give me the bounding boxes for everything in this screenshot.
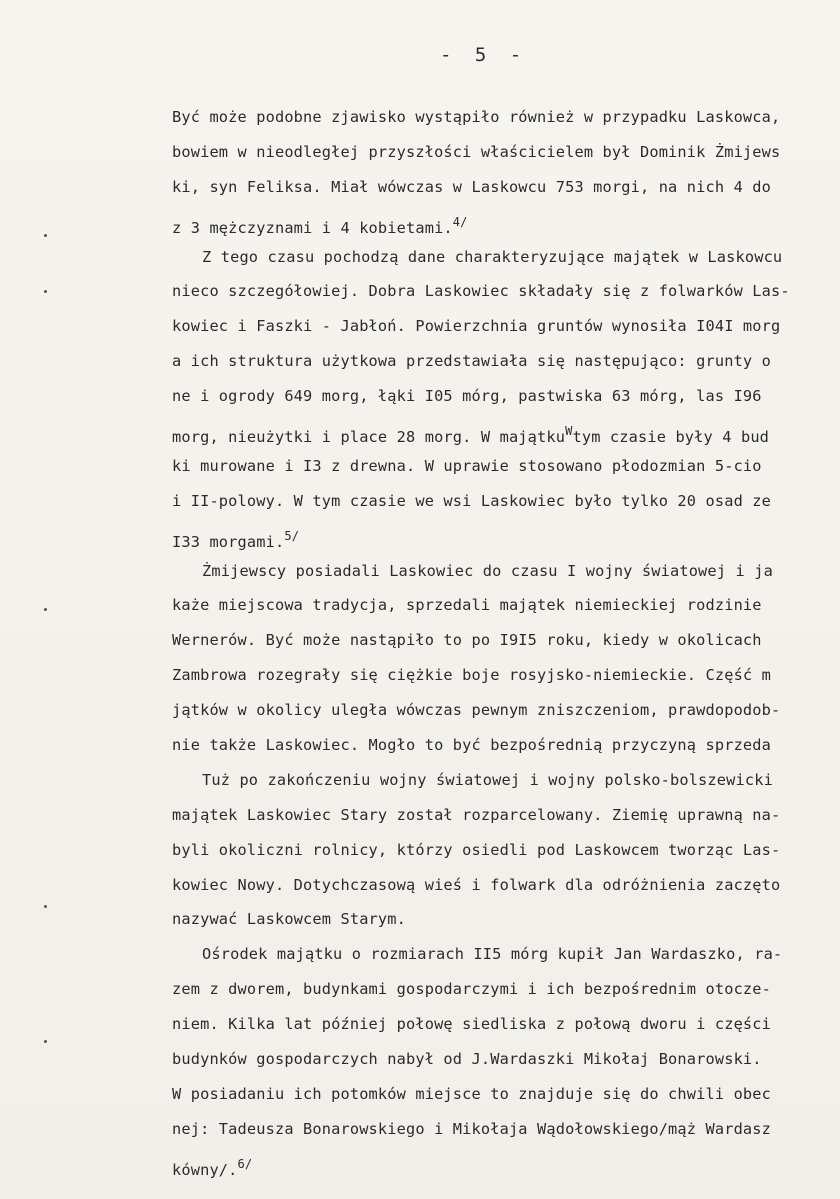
footnote-ref-4: 4/ xyxy=(452,214,468,229)
text-line-28: budynków gospodarczych nabył od J.Wardaszki Mikołaj Bonarowski. xyxy=(172,1050,762,1069)
inserted-letter-w: W xyxy=(565,424,573,439)
footnote-ref-5: 5/ xyxy=(284,528,300,543)
margin-dot-3 xyxy=(44,608,47,611)
text-line-19: nie także Laskowiec. Mogło to być bezpośrednią przyczyną sprzeda xyxy=(172,736,772,755)
text-line-15: każe miejscowa tradycja, sprzedali majątek niemieckiej rodzinie xyxy=(172,596,762,615)
text-line-16: Wernerów. Być może nastąpiło to po I9I5 roku, kiedy w okolicach xyxy=(172,631,762,650)
text-line-30: nej: Tadeusza Bonarowskiego i Mikołaja Wądołowskiego/mąż Wardasz xyxy=(172,1119,772,1138)
text-line-5-body: Z tego czasu pochodzą dane charakteryzujące majątek w Laskowcu xyxy=(202,247,783,266)
text-line-13-body: I33 morgami. xyxy=(172,532,285,551)
text-line-10 xyxy=(172,414,840,449)
text-line-31 xyxy=(172,1147,840,1182)
text-line-3: ki, syn Feliksa. Miał wówczas w Laskowcu 753 morgi, na nich 4 do xyxy=(172,177,772,196)
text-line-6: nieco szczegółowiej. Dobra Laskowiec składały się z folwarków Las- xyxy=(172,282,790,301)
text-line-8: a ich struktura użytkowa przedstawiała się następująco: grunty o xyxy=(172,352,772,371)
text-line-2: bowiem w nieodległej przyszłości właścicielem był Dominik Żmijews xyxy=(172,142,781,161)
text-line-18: jątków w okolicy uległa wówczas pewnym zniszczeniom, prawdopodob- xyxy=(172,701,781,720)
text-line-20-body: Tuż po zakończeniu wojny światowej i wojny polsko-bolszewicki xyxy=(202,770,773,789)
text-line-4 xyxy=(172,205,840,240)
text-line-31-body: kówny/. xyxy=(172,1160,238,1179)
margin-dot-4 xyxy=(44,905,47,908)
text-line-9: ne i ogrody 649 morg, łąki I05 mórg, pastwiska 63 mórg, las I96 xyxy=(172,387,762,406)
text-line-4-body: z 3 mężczyznami i 4 kobietami. xyxy=(172,218,453,237)
text-line-14-body: Żmijewscy posiadali Laskowiec do czasu I wojny światowej i ja xyxy=(202,561,773,580)
text-line-11: ki murowane i I3 z drewna. W uprawie stosowano płodozmian 5-cio xyxy=(172,456,762,475)
text-line-17: Zambrowa rozegrały się ciężkie boje rosyjsko-niemieckie. Część m xyxy=(172,666,772,685)
text-line-22: byli okoliczni rolnicy, którzy osiedli pod Laskowcem tworząc Las- xyxy=(172,840,781,859)
text-line-24: nazywać Laskowcem Starym. xyxy=(172,910,406,929)
footnote-ref-6: 6/ xyxy=(237,1156,253,1171)
text-line-25 xyxy=(172,937,840,972)
text-line-7: kowiec i Faszki - Jabłoń. Powierzchnia gruntów wynosiła I04I morg xyxy=(172,317,781,336)
text-line-14 xyxy=(172,554,840,589)
body-text xyxy=(172,100,840,1182)
margin-dot-2 xyxy=(44,290,47,293)
text-line-13 xyxy=(172,519,840,554)
text-line-27: niem. Kilka lat później połowę siedliska z połową dworu i części xyxy=(172,1015,772,1034)
text-line-10-body: morg, nieużytki i place 28 morg. W majątku xyxy=(172,428,566,447)
text-line-25-body: Ośrodek majątku o rozmiarach II5 mórg kupił Jan Wardaszko, ra- xyxy=(202,945,783,964)
text-line-10-tail: tym czasie były 4 bud xyxy=(572,428,770,447)
text-line-20 xyxy=(172,763,840,798)
text-line-23: kowiec Nowy. Dotychczasową wieś i folwark dla odróżnienia zaczęto xyxy=(172,875,781,894)
page-number: - 5 - xyxy=(440,44,528,66)
margin-dot-1 xyxy=(44,234,47,237)
text-line-5 xyxy=(172,240,840,275)
text-line-1: Być może podobne zjawisko wystąpiło również w przypadku Laskowca, xyxy=(172,108,781,126)
text-line-26: zem z dworem, budynkami gospodarczymi i ich bezpośrednim otocze- xyxy=(172,980,772,999)
text-line-21: majątek Laskowiec Stary został rozparcelowany. Ziemię uprawną na- xyxy=(172,805,781,824)
text-line-12: i II-polowy. W tym czasie we wsi Laskowiec było tylko 20 osad ze xyxy=(172,491,772,510)
text-line-29: W posiadaniu ich potomków miejsce to znajduje się do chwili obec xyxy=(172,1084,772,1103)
margin-dot-5 xyxy=(44,1040,47,1043)
